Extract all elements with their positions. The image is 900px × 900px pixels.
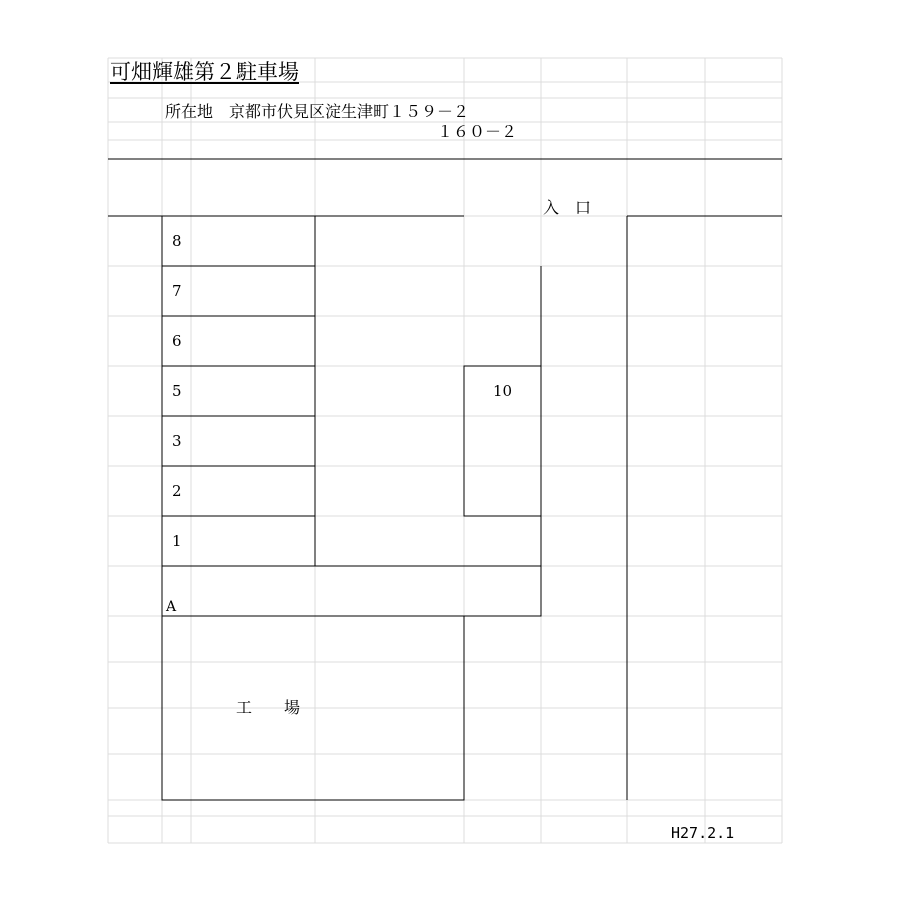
space-10-label: 10 — [493, 382, 513, 400]
parking-map-lines — [108, 159, 782, 800]
space-label: 3 — [172, 432, 182, 450]
page-title: 可畑輝雄第２駐車場 — [110, 60, 299, 84]
space-label: 1 — [172, 532, 182, 550]
space-column-outline — [162, 216, 315, 566]
space-label: 5 — [172, 382, 182, 400]
space-label: 6 — [172, 332, 182, 350]
entrance-label: 入 口 — [543, 198, 592, 217]
space-label: 2 — [172, 482, 182, 500]
space-label: 7 — [172, 282, 182, 300]
area-a-box — [162, 566, 541, 616]
area-a-label: A — [166, 599, 177, 615]
address-line-2: １６０－２ — [437, 122, 518, 141]
date-stamp: H27.2.1 — [671, 824, 735, 842]
address-line-1: 所在地 京都市伏見区淀生津町１５９－２ — [165, 102, 470, 121]
factory-label: 工 場 — [236, 698, 301, 717]
spreadsheet-gridlines — [108, 58, 782, 843]
space-label: 8 — [172, 232, 182, 250]
